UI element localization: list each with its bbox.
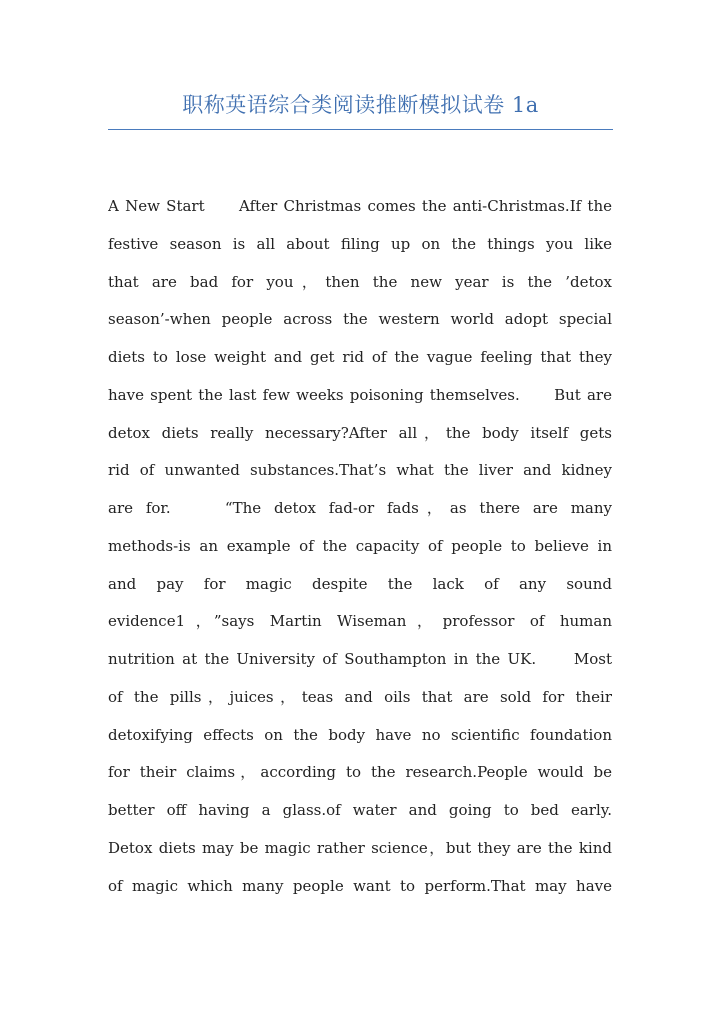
body-line: detox diets really necessary?After all，the body itself gets bbox=[108, 423, 612, 442]
body-line: festive season is all about filing up on the things you like bbox=[108, 234, 612, 253]
body-line: of the pills，juices，teas and oils that are sold for their bbox=[108, 687, 612, 706]
body-line: methods-is an example of the capacity of people to believe in bbox=[108, 536, 612, 555]
document-body bbox=[108, 188, 612, 905]
document-title: 职称英语综合类阅读推断模拟试卷 1a bbox=[182, 93, 539, 117]
body-line: of magic which many people want to perform.That may have bbox=[108, 876, 612, 895]
title-underline bbox=[108, 129, 613, 130]
body-line: A New Start After Christmas comes the anti-Christmas.If the bbox=[108, 197, 612, 215]
body-line: are for. “The detox fad-or fads，as there are many bbox=[108, 499, 612, 517]
body-line: better off having a glass.of water and going to bed early. bbox=[108, 801, 612, 819]
body-line: diets to lose weight and get rid of the vague feeling that they bbox=[108, 348, 612, 366]
body-line: that are bad for you，then the new year is the ’detox bbox=[108, 272, 612, 291]
body-line: detoxifying effects on the body have no scientific foundation bbox=[108, 725, 612, 744]
body-line: have spent the last few weeks poisoning themselves. But are bbox=[108, 385, 612, 404]
body-line: rid of unwanted substances.That’s what the liver and kidney bbox=[108, 461, 612, 480]
body-line: evidence1，”says Martin Wiseman，professor of human bbox=[108, 612, 612, 631]
body-line: for their claims，according to the research.People would be bbox=[108, 763, 612, 782]
body-line: season’-when people across the western world adopt special bbox=[108, 310, 612, 329]
body-line: and pay for magic despite the lack of any sound bbox=[108, 574, 612, 593]
body-line: nutrition at the University of Southampton in the UK. Most bbox=[108, 650, 612, 668]
body-line: Detox diets may be magic rather science，but they are the kind bbox=[108, 838, 612, 857]
